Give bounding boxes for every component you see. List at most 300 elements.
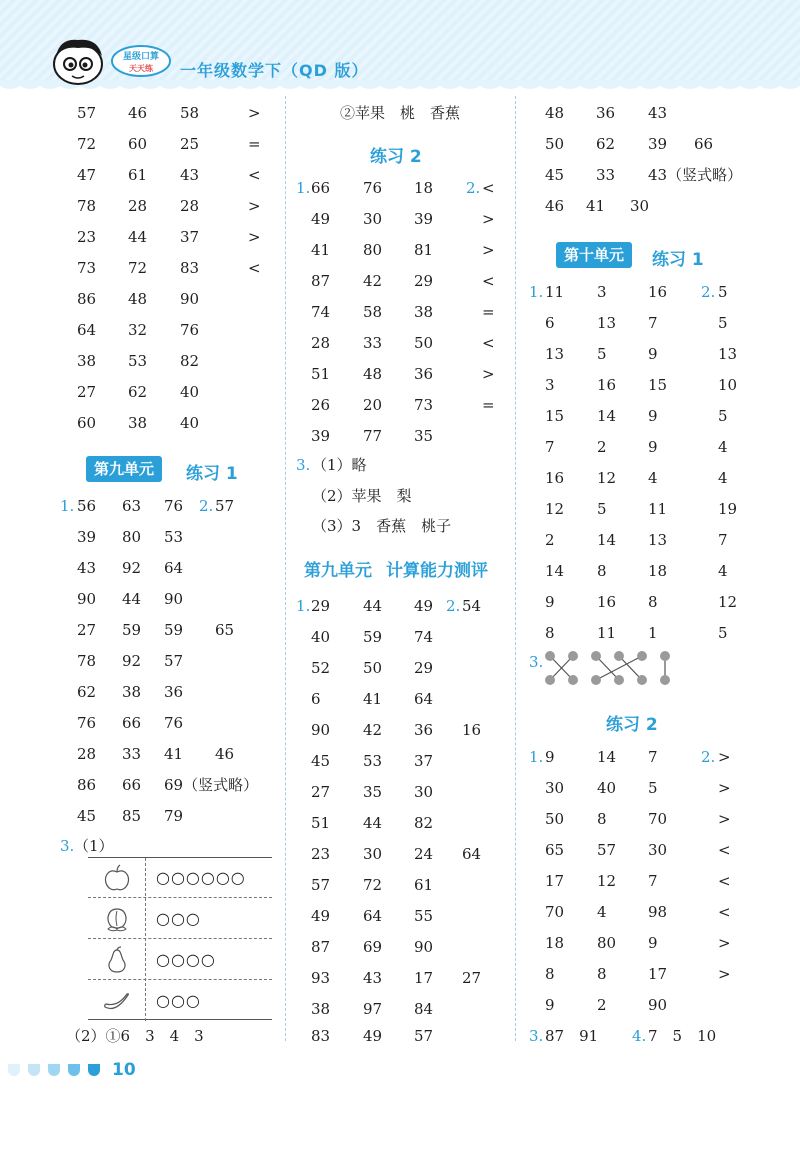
- cell: =: [482, 303, 495, 321]
- cell: 41: [164, 745, 184, 763]
- cell: 97: [363, 1000, 383, 1018]
- question-number: 3.: [60, 837, 75, 855]
- cell: 18: [414, 179, 434, 197]
- cell: 82: [414, 814, 434, 832]
- cell: 72: [77, 135, 97, 153]
- cell: 80: [597, 934, 617, 952]
- cell: 59: [363, 628, 383, 646]
- cell: 60: [128, 135, 148, 153]
- cell: 4: [597, 903, 607, 921]
- cell: 16: [545, 469, 565, 487]
- cell: 58: [180, 104, 200, 122]
- cell: 9: [648, 934, 658, 952]
- cell: 43: [648, 104, 668, 122]
- question-number: 3.: [529, 653, 544, 671]
- cell: 76: [164, 714, 184, 732]
- cell: 93: [311, 969, 331, 987]
- cell: 90: [414, 938, 434, 956]
- unit-badge-9: 第九单元: [86, 456, 162, 482]
- cell: >: [482, 241, 495, 259]
- cell: 11: [648, 500, 668, 518]
- cell: 30: [648, 841, 668, 859]
- cell: 74: [414, 628, 434, 646]
- section-title-calc-test: 计算能力测评: [386, 561, 488, 581]
- column-divider-2: [515, 96, 516, 1041]
- cell: >: [248, 197, 261, 215]
- cell: 86: [77, 290, 97, 308]
- cell: <: [482, 334, 495, 352]
- cell: 2: [597, 996, 607, 1014]
- cell: 85: [122, 807, 142, 825]
- cell: 32: [128, 321, 148, 339]
- cell: 57: [414, 1027, 434, 1045]
- cell: 12: [718, 593, 738, 611]
- cell: 12: [545, 500, 565, 518]
- pear-icon: [102, 946, 132, 974]
- cell: 42: [363, 721, 383, 739]
- cell: 84: [414, 1000, 434, 1018]
- cell: 14: [597, 407, 617, 425]
- cell: 33: [363, 334, 383, 352]
- question-number: 2.: [199, 497, 214, 515]
- cell: 80: [122, 528, 142, 546]
- cell: 43: [77, 559, 97, 577]
- cell: 7: [648, 748, 658, 766]
- cell: 38: [311, 1000, 331, 1018]
- cell: 9: [648, 407, 658, 425]
- cell: 4: [648, 469, 658, 487]
- cell: >: [482, 365, 495, 383]
- cell: 80: [363, 241, 383, 259]
- answer-line: 7 5 10: [648, 1027, 717, 1045]
- cell: 9: [545, 996, 555, 1014]
- cell: 49: [311, 210, 331, 228]
- cell: 30: [545, 779, 565, 797]
- cell: 63: [122, 497, 142, 515]
- cell: 11: [597, 624, 617, 642]
- cell: 23: [311, 845, 331, 863]
- section-title-practice-1: 练习 1: [652, 250, 704, 270]
- cell: 17: [648, 965, 668, 983]
- table-row: [88, 981, 272, 1021]
- cell: 92: [122, 559, 142, 577]
- cell: 7: [648, 314, 658, 332]
- cell: 64: [462, 845, 482, 863]
- cell: 60: [77, 414, 97, 432]
- cell: 41: [363, 690, 383, 708]
- cell: 8: [597, 810, 607, 828]
- cell: 16: [597, 593, 617, 611]
- cell: 23: [77, 228, 97, 246]
- question-number: 3.: [296, 456, 311, 474]
- cell: 64: [414, 690, 434, 708]
- cell: 43（竖式略）: [648, 166, 743, 184]
- cell: 28: [77, 745, 97, 763]
- cell: >: [718, 748, 731, 766]
- cell: 45: [545, 166, 565, 184]
- cell: >: [248, 228, 261, 246]
- cell: 29: [414, 659, 434, 677]
- cell: 8: [597, 965, 607, 983]
- cell: 69: [363, 938, 383, 956]
- question-number: 1.: [529, 748, 544, 766]
- question-number: 4.: [632, 1027, 647, 1045]
- cell: 50: [363, 659, 383, 677]
- question-number: 2.: [466, 179, 481, 197]
- cell: 51: [311, 365, 331, 383]
- cell: >: [248, 104, 261, 122]
- cell: 50: [545, 810, 565, 828]
- cell: 49: [311, 907, 331, 925]
- book-title: 一年级数学下（QD 版）: [180, 61, 369, 80]
- q3-part2-answer: （2）①6 3 4 3: [66, 1027, 204, 1045]
- table-row: [88, 858, 272, 898]
- cell: 50: [545, 135, 565, 153]
- cell: 62: [77, 683, 97, 701]
- cell: 90: [648, 996, 668, 1014]
- question-number: 2.: [701, 748, 716, 766]
- cell: 66: [694, 135, 714, 153]
- cell: 51: [311, 814, 331, 832]
- column-divider-1: [285, 96, 286, 1041]
- cell: 13: [718, 345, 738, 363]
- header-wave-edge: [0, 80, 800, 94]
- cell: 12: [597, 872, 617, 890]
- banana-icon: [102, 987, 132, 1015]
- cell: 72: [363, 876, 383, 894]
- cell: 3: [545, 376, 555, 394]
- cell: 13: [597, 314, 617, 332]
- section-title-practice-2: 练习 2: [370, 147, 422, 167]
- cell: 7: [718, 531, 728, 549]
- cell: 87: [311, 938, 331, 956]
- cell: 59: [122, 621, 142, 639]
- cell: 37: [414, 752, 434, 770]
- cell: 1: [648, 624, 658, 642]
- question-number: 2.: [701, 283, 716, 301]
- cell: 6: [311, 690, 321, 708]
- cell: 61: [414, 876, 434, 894]
- cell: 5: [718, 314, 728, 332]
- cell: 90: [180, 290, 200, 308]
- cell: 28: [311, 334, 331, 352]
- cell: 14: [597, 748, 617, 766]
- cell: 46: [215, 745, 235, 763]
- cell: 48: [545, 104, 565, 122]
- cell: 83: [180, 259, 200, 277]
- cell: 16: [597, 376, 617, 394]
- cell: 55: [414, 907, 434, 925]
- cell: 5: [648, 779, 658, 797]
- cell: 56: [77, 497, 97, 515]
- cell: 66: [122, 714, 142, 732]
- cell: 12: [597, 469, 617, 487]
- cell: 26: [311, 396, 331, 414]
- cell: 8: [597, 562, 607, 580]
- cell: 69（竖式略）: [164, 776, 259, 794]
- cell: 46: [128, 104, 148, 122]
- cell: >: [718, 934, 731, 952]
- count-circles: ○○○○: [156, 950, 216, 969]
- cell: 54: [462, 597, 482, 615]
- cell: 16: [462, 721, 482, 739]
- cell: 43: [180, 166, 200, 184]
- question-number: 1.: [60, 497, 75, 515]
- cell: 8: [648, 593, 658, 611]
- cell: 44: [363, 597, 383, 615]
- question-number: 3.: [529, 1027, 544, 1045]
- cell: 40: [180, 383, 200, 401]
- cell: 53: [363, 752, 383, 770]
- cell: 65: [215, 621, 235, 639]
- cell: 19: [718, 500, 738, 518]
- cell: 83: [311, 1027, 331, 1045]
- cell: 40: [311, 628, 331, 646]
- cell: 66: [122, 776, 142, 794]
- cell: 77: [363, 427, 383, 445]
- cell: 11: [545, 283, 565, 301]
- cell: 74: [311, 303, 331, 321]
- cell: 76: [164, 497, 184, 515]
- cell: 40: [180, 414, 200, 432]
- table-row: [88, 940, 272, 980]
- cell: 92: [122, 652, 142, 670]
- cell: 57: [77, 104, 97, 122]
- cell: 39: [77, 528, 97, 546]
- cell: 39: [414, 210, 434, 228]
- cell: 36: [414, 721, 434, 739]
- cell: 36: [164, 683, 184, 701]
- answer-line: （1）略: [312, 456, 367, 474]
- cell: 5: [597, 345, 607, 363]
- cell: 53: [164, 528, 184, 546]
- cell: 87: [311, 272, 331, 290]
- cell: 64: [164, 559, 184, 577]
- count-circles: ○○○○○○: [156, 868, 246, 887]
- cell: 90: [311, 721, 331, 739]
- cell: 76: [77, 714, 97, 732]
- cell: 48: [128, 290, 148, 308]
- cell: 5: [718, 407, 728, 425]
- cell: 73: [414, 396, 434, 414]
- cell: 46: [545, 197, 565, 215]
- cell: 25: [180, 135, 200, 153]
- cell: 48: [363, 365, 383, 383]
- cell: 13: [545, 345, 565, 363]
- cell: 28: [180, 197, 200, 215]
- cell: 6: [545, 314, 555, 332]
- cell: <: [248, 259, 261, 277]
- cell: 8: [545, 965, 555, 983]
- cell: 30: [630, 197, 650, 215]
- page-number: 10: [112, 1060, 136, 1080]
- cell: <: [718, 903, 731, 921]
- cell: 64: [363, 907, 383, 925]
- cell: 27: [462, 969, 482, 987]
- cell: 38: [128, 414, 148, 432]
- cell: 28: [128, 197, 148, 215]
- cell: 8: [545, 624, 555, 642]
- cell: >: [718, 779, 731, 797]
- cell: 62: [596, 135, 616, 153]
- cell: 36: [596, 104, 616, 122]
- cell: 39: [648, 135, 668, 153]
- cell: 65: [545, 841, 565, 859]
- apple-icon: [102, 864, 132, 892]
- cell: 18: [545, 934, 565, 952]
- cell: 44: [363, 814, 383, 832]
- cell: 57: [597, 841, 617, 859]
- cell: 41: [311, 241, 331, 259]
- cell: <: [482, 272, 495, 290]
- cell: 44: [122, 590, 142, 608]
- cell: 35: [363, 783, 383, 801]
- cell: 20: [363, 396, 383, 414]
- cell: 14: [597, 531, 617, 549]
- cell: 70: [545, 903, 565, 921]
- cell: 4: [718, 562, 728, 580]
- q3-part1-label: （1）: [74, 837, 114, 855]
- cell: 66: [311, 179, 331, 197]
- cell: 90: [164, 590, 184, 608]
- cell: 33: [122, 745, 142, 763]
- cell: <: [248, 166, 261, 184]
- section-title-practice-2: 练习 2: [606, 715, 658, 735]
- cell: 38: [77, 352, 97, 370]
- cell: 10: [718, 376, 738, 394]
- mascot-icon: [48, 34, 108, 86]
- section-unit-9-label: 第九单元: [304, 561, 372, 581]
- cell: 81: [414, 241, 434, 259]
- cell: 17: [414, 969, 434, 987]
- cell: 76: [180, 321, 200, 339]
- cell: >: [482, 210, 495, 228]
- cell: 27: [77, 383, 97, 401]
- cell: 64: [77, 321, 97, 339]
- cell: 45: [311, 752, 331, 770]
- cell: >: [718, 965, 731, 983]
- cell: 29: [414, 272, 434, 290]
- cell: >: [718, 810, 731, 828]
- unit-badge-10: 第十单元: [556, 242, 632, 268]
- count-circles: ○○○: [156, 991, 201, 1010]
- cell: 3: [597, 283, 607, 301]
- cell: 61: [128, 166, 148, 184]
- cell: 2: [597, 438, 607, 456]
- cell: 5: [597, 500, 607, 518]
- cell: 62: [128, 383, 148, 401]
- cell: 9: [648, 345, 658, 363]
- count-circles: ○○○: [156, 909, 201, 928]
- cell: 2: [545, 531, 555, 549]
- cell: 78: [77, 652, 97, 670]
- cell: 78: [77, 197, 97, 215]
- question-number: 1.: [296, 597, 311, 615]
- cell: 17: [545, 872, 565, 890]
- cell: 33: [596, 166, 616, 184]
- cell: 82: [180, 352, 200, 370]
- answer-line: ②苹果 桃 香蕉: [340, 104, 461, 122]
- cell: 90: [77, 590, 97, 608]
- cell: 37: [180, 228, 200, 246]
- cell: 14: [545, 562, 565, 580]
- cell: 42: [363, 272, 383, 290]
- cell: 57: [215, 497, 235, 515]
- cell: 4: [718, 469, 728, 487]
- cell: 9: [648, 438, 658, 456]
- cell: 45: [77, 807, 97, 825]
- cell: 57: [311, 876, 331, 894]
- logo-line2: 天天练: [129, 64, 153, 73]
- cell: 53: [128, 352, 148, 370]
- cell: 41: [586, 197, 606, 215]
- cell: 9: [545, 593, 555, 611]
- cell: 98: [648, 903, 668, 921]
- cell: 27: [77, 621, 97, 639]
- cell: 5: [718, 283, 728, 301]
- cell: 29: [311, 597, 331, 615]
- cell: 36: [414, 365, 434, 383]
- question-number: 1.: [529, 283, 544, 301]
- cell: 15: [648, 376, 668, 394]
- cell: 9: [545, 748, 555, 766]
- logo-line1: 星级口算: [122, 52, 160, 62]
- cell: 44: [128, 228, 148, 246]
- cell: 39: [311, 427, 331, 445]
- fruit-count-table: [88, 857, 272, 1020]
- cell: <: [718, 872, 731, 890]
- table-row: [88, 899, 272, 939]
- cell: 30: [414, 783, 434, 801]
- cell: =: [248, 135, 261, 153]
- logo-badge: [110, 44, 172, 78]
- cell: 43: [363, 969, 383, 987]
- cell: <: [482, 179, 495, 197]
- cell: 38: [414, 303, 434, 321]
- cell: 86: [77, 776, 97, 794]
- cell: 73: [77, 259, 97, 277]
- cell: 24: [414, 845, 434, 863]
- cell: 4: [718, 438, 728, 456]
- cell: 59: [164, 621, 184, 639]
- cell: 58: [363, 303, 383, 321]
- cell: 7: [545, 438, 555, 456]
- question-number: 1.: [296, 179, 311, 197]
- cell: 16: [648, 283, 668, 301]
- cell: 18: [648, 562, 668, 580]
- cell: 30: [363, 210, 383, 228]
- matching-diagram: [543, 650, 673, 686]
- answer-line: 87 91: [545, 1027, 599, 1045]
- cell: 7: [648, 872, 658, 890]
- section-title-practice-1: 练习 1: [186, 464, 238, 484]
- cell: 72: [128, 259, 148, 277]
- cell: 50: [414, 334, 434, 352]
- question-number: 2.: [446, 597, 461, 615]
- cell: 57: [164, 652, 184, 670]
- answer-line: （3）3 香蕉 桃子: [312, 517, 452, 535]
- cell: 35: [414, 427, 434, 445]
- cell: 79: [164, 807, 184, 825]
- cell: 52: [311, 659, 331, 677]
- cell: 70: [648, 810, 668, 828]
- page-dots-decoration: [8, 1064, 104, 1078]
- cell: 30: [363, 845, 383, 863]
- cell: 27: [311, 783, 331, 801]
- cell: 76: [363, 179, 383, 197]
- cell: 47: [77, 166, 97, 184]
- cell: 13: [648, 531, 668, 549]
